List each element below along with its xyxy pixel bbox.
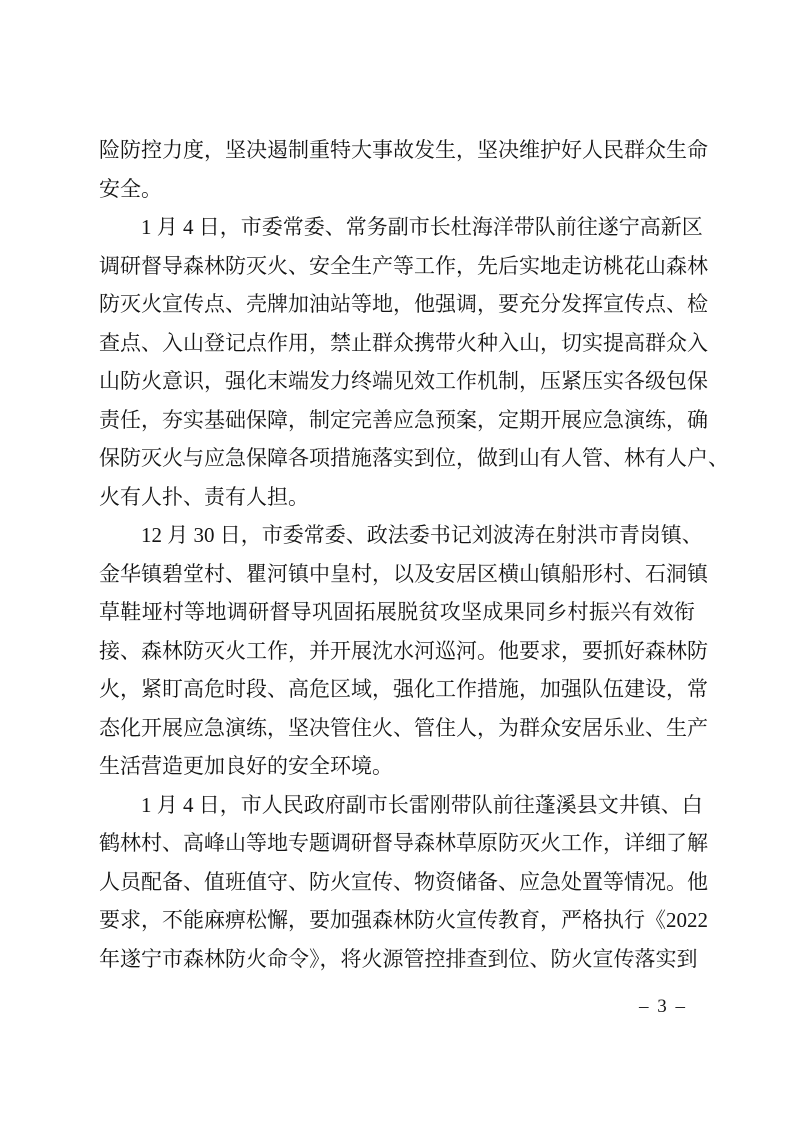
text-line: 险防控力度，坚决遏制重特大事故发生，坚决维护好人民群众生命	[99, 138, 708, 162]
text-line: 山防火意识，强化末端发力终端见效工作机制，压紧压实各级包保	[99, 369, 708, 393]
text-line: 安全。	[99, 176, 162, 201]
text-line: 调研督导森林防灭火、安全生产等工作，先后实地走访桃花山森林	[99, 253, 708, 278]
text-line: 接、森林防灭火工作，并开展沈水河巡河。他要求，要抓好森林防	[99, 638, 708, 663]
text-line: 1 月 4 日，市委常委、常务副市长杜海洋带队前往遂宁高新区	[141, 215, 703, 239]
text-line: 1 月 4 日，市人民政府副市长雷刚带队前往蓬溪县文井镇、白	[141, 792, 703, 817]
text-line: 人员配备、值班值守、防火宣传、物资储备、应急处置等情况。他	[99, 869, 708, 894]
text-line: 生活营造更加良好的安全环境。	[99, 754, 393, 778]
text-line: 要求，不能麻痹松懈，要加强森林防火宣传教育，严格执行《2022	[99, 908, 708, 932]
text-line: 年遂宁市森林防火命令》，将火源管控排查到位、防火宣传落实到	[99, 946, 698, 971]
text-line: 责任，夯实基础保障，制定完善应急预案，定期开展应急演练，确	[99, 407, 708, 432]
text-line: 查点、入山登记点作用，禁止群众携带火种入山，切实提高群众入	[99, 330, 708, 355]
text-line: 防灭火宣传点、壳牌加油站等地，他强调，要充分发挥宣传点、检	[99, 292, 708, 316]
text-line: 草鞋垭村等地调研督导巩固拓展脱贫攻坚成果同乡村振兴有效衔	[99, 600, 695, 624]
text-line: 鹤林村、高峰山等地专题调研督导森林草原防灭火工作，详细了解	[99, 831, 708, 855]
text-line: 保防灭火与应急保障各项措施落实到位，做到山有人管、林有人户、	[99, 446, 729, 470]
text-line: 火，紧盯高危时段、高危区域，强化工作措施，加强队伍建设，常	[99, 677, 708, 701]
text-line: 态化开展应急演练，坚决管住火、管住人，为群众安居乐业、生产	[99, 715, 708, 740]
document-body	[99, 131, 729, 978]
text-line: 火有人扑、责有人担。	[99, 484, 309, 509]
text-line: 12 月 30 日，市委常委、政法委书记刘波涛在射洪市青岗镇、	[141, 523, 703, 547]
text-line: 金华镇碧堂村、瞿河镇中皇村，以及安居区横山镇船形村、石洞镇	[99, 561, 708, 586]
page-number: – 3 –	[639, 996, 687, 1017]
